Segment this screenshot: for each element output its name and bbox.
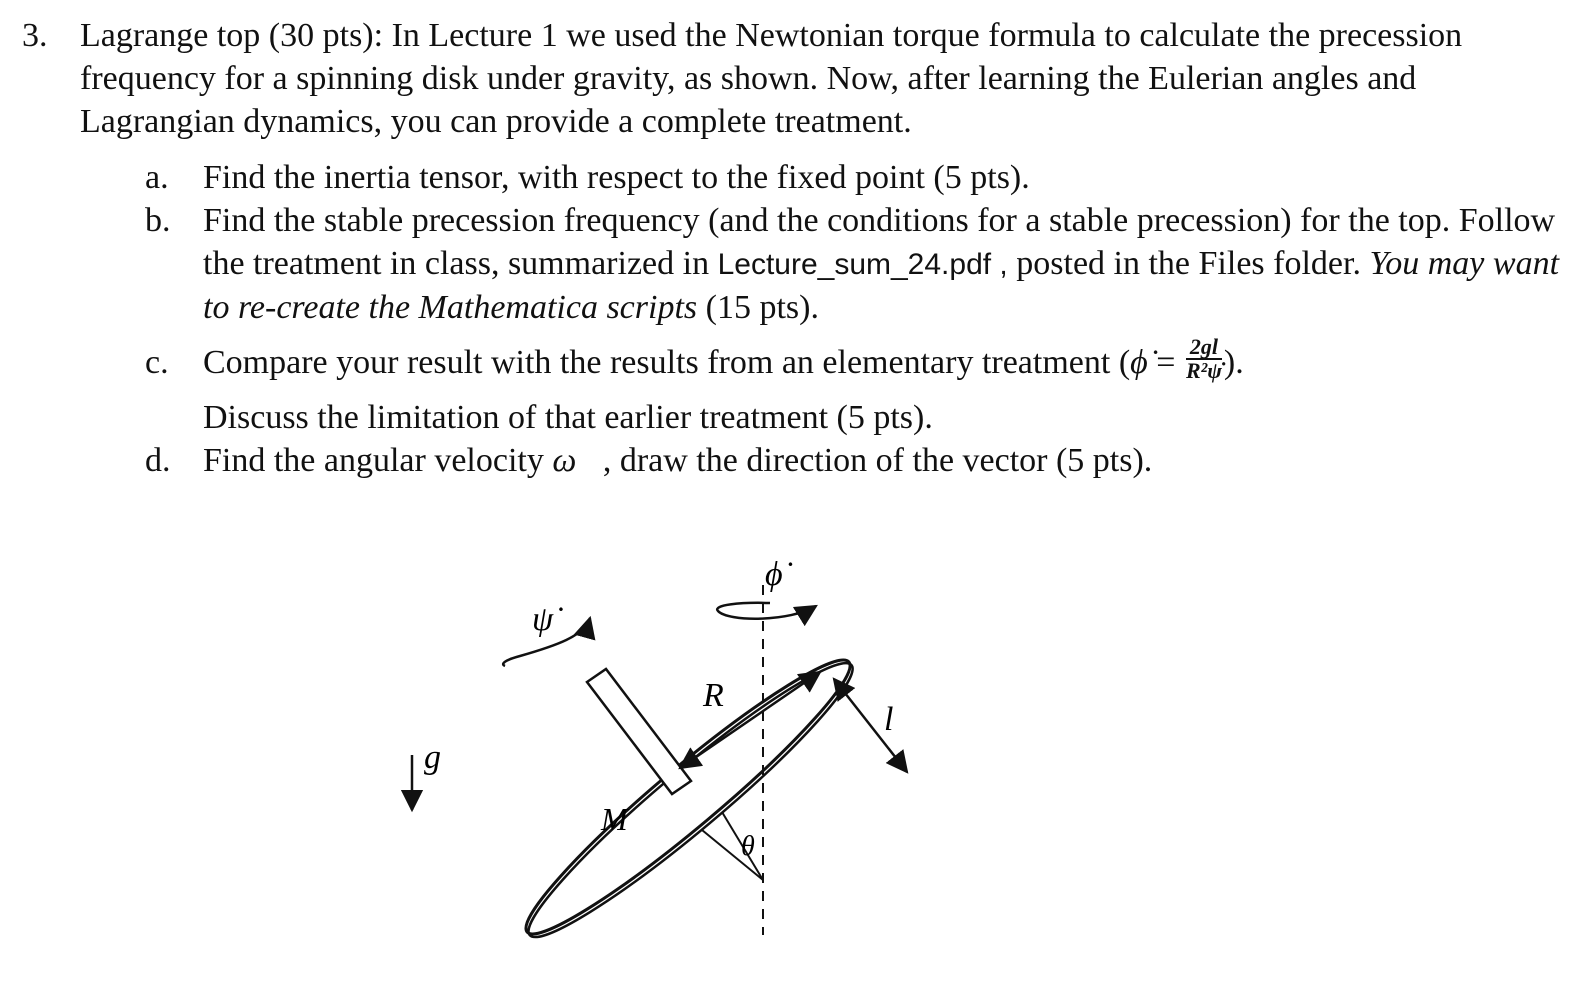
part-text-end: , draw the direction of the vector (5 pts). xyxy=(602,442,1153,480)
equals-sign: = xyxy=(1147,344,1184,381)
fraction-numerator: 2gl xyxy=(1186,336,1222,360)
fraction-denominator: R²ψ̇ xyxy=(1185,358,1222,384)
problem-number: 3. xyxy=(22,17,48,54)
part-points: (15 pts). xyxy=(697,289,819,326)
problem-intro-text: In Lecture 1 we used the Newtonian torque formula to calculate the precession frequency for a spinning disk under gravity, as shown. Now, after learning the Eulerian angles and Lagrangian dynamics, you can provide a complete treatment. xyxy=(80,17,1463,140)
part-label: a. xyxy=(145,159,169,196)
part-text: Find the angular velocity xyxy=(203,442,553,480)
part-c-discussion: Discuss the limitation of that earlier treatment (5 pts). xyxy=(203,399,933,437)
phi-dot-label: ϕ̇ xyxy=(765,556,783,593)
disk xyxy=(508,639,871,958)
phi-rotation-arrow xyxy=(717,603,816,619)
gravity-label: g⃗ xyxy=(424,739,468,776)
length-label: l xyxy=(884,701,894,738)
part-text: Find the stable precession frequency (and the conditions for a stable precession) for the top. Follow the treatment in class, summarized in xyxy=(203,202,1556,282)
part-label: b. xyxy=(145,202,171,239)
part-label: d. xyxy=(145,442,171,480)
phi-dot-symbol: ϕ̇ xyxy=(1130,344,1148,381)
part-text-end: ). xyxy=(1223,344,1244,381)
mass-label: M xyxy=(601,801,628,837)
italic-note: You may want to re-create the Mathematica scripts xyxy=(203,245,1560,326)
radius-label: R xyxy=(703,677,724,714)
part-text: Compare your result with the results from an elementary treatment ( xyxy=(203,344,1131,381)
part-text-cont: posted in the Files folder. xyxy=(1007,245,1370,282)
length-arrow xyxy=(834,679,907,772)
omega-symbol: ω⃗ xyxy=(552,442,603,480)
axle xyxy=(587,669,691,794)
problem-title: Lagrange top (30 pts): xyxy=(80,17,384,54)
theta-label: θ xyxy=(741,831,755,862)
file-name: Lecture_sum_24.pdf , xyxy=(717,248,1008,281)
radius-arrow xyxy=(680,672,820,768)
part-label: c. xyxy=(145,344,169,381)
part-text: Find the inertia tensor, with respect to the fixed point (5 pts). xyxy=(203,159,1030,196)
psi-dot-label: ψ̇ xyxy=(532,601,554,638)
